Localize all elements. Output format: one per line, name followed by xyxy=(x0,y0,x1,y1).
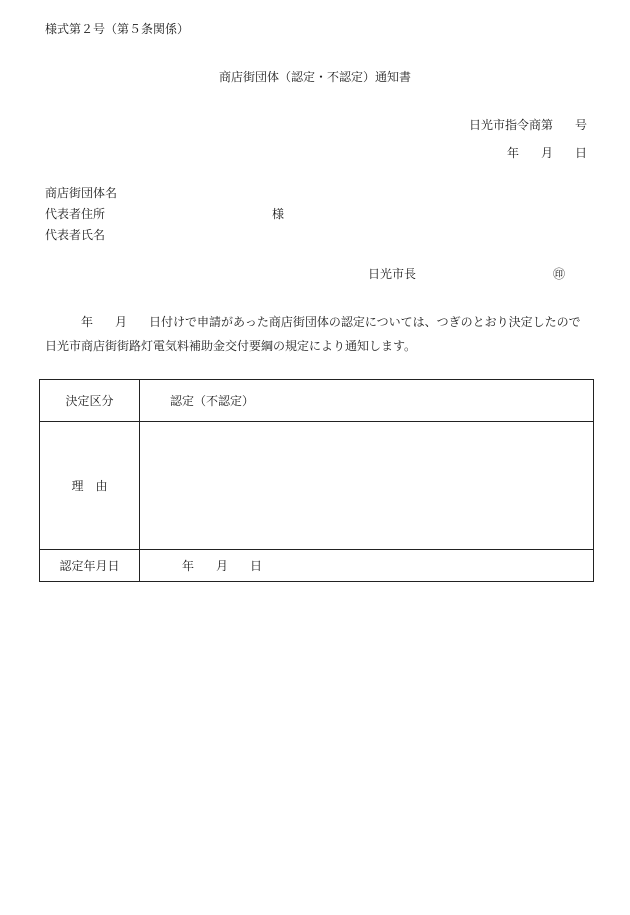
date-month: 月 xyxy=(540,146,553,160)
decision-table xyxy=(39,379,594,582)
approval-day: 日 xyxy=(250,559,263,573)
date-year: 年 xyxy=(506,146,519,160)
body-year: 年 xyxy=(81,315,94,329)
rep-address-label: 代表者住所 xyxy=(45,207,106,221)
rep-name-label: 代表者氏名 xyxy=(45,228,106,242)
issuer-title: 日光市長 xyxy=(368,267,417,281)
document-number-suffix: 号 xyxy=(574,118,587,132)
approval-year: 年 xyxy=(182,559,195,573)
body-text: 日付けで申請があった商店街団体の認定については、つぎのとおり決定したので xyxy=(149,315,581,329)
honorific: 様 xyxy=(272,207,285,221)
body-month: 月 xyxy=(115,315,128,329)
seal-mark: ㊞ xyxy=(553,267,566,281)
document-number xyxy=(469,118,587,132)
reason-value xyxy=(140,422,594,550)
approval-month: 月 xyxy=(216,559,229,573)
body-text-line1 xyxy=(81,315,581,329)
body-text-line2: 日光市商店街街路灯電気料補助金交付要綱の規定により通知します。 xyxy=(45,339,417,353)
org-name-label: 商店街団体名 xyxy=(45,186,118,200)
decision-value: 認定（不認定） xyxy=(140,380,594,422)
decision-label: 決定区分 xyxy=(40,380,140,422)
document-title: 商店街団体（認定・不認定）通知書 xyxy=(218,70,411,84)
table-row xyxy=(40,380,594,422)
form-number-label: 様式第２号（第５条関係） xyxy=(45,22,190,36)
reason-label: 理 由 xyxy=(40,422,140,550)
date-day: 日 xyxy=(574,146,587,160)
document-date xyxy=(507,146,587,160)
table-row xyxy=(40,422,594,550)
approval-date-label: 認定年月日 xyxy=(40,550,140,582)
table-row xyxy=(40,550,594,582)
document-number-prefix: 日光市指令商第 xyxy=(468,118,553,132)
approval-date-value xyxy=(140,550,594,582)
